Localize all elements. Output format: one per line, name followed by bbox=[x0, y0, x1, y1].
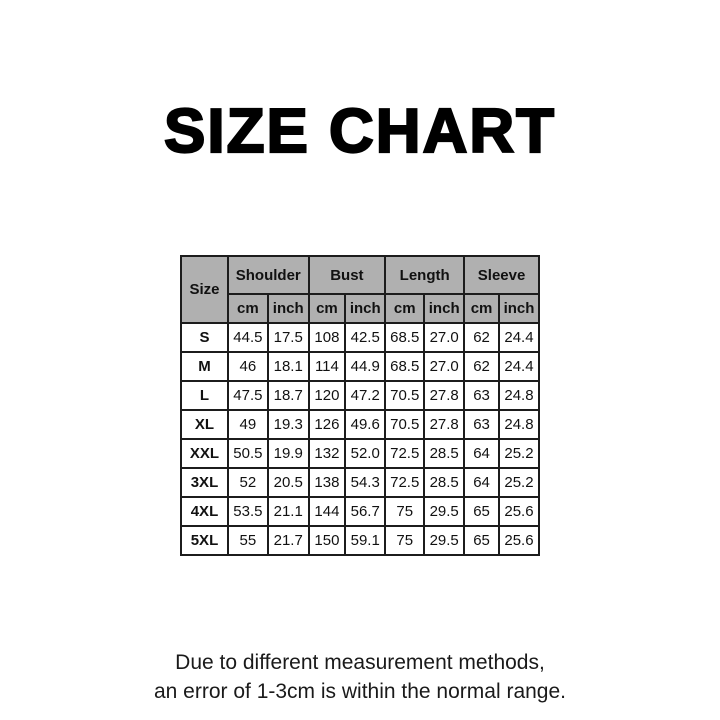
measurement-value: 29.5 bbox=[424, 526, 464, 555]
measurement-value: 65 bbox=[464, 497, 499, 526]
measurement-value: 52 bbox=[228, 468, 268, 497]
measurement-value: 63 bbox=[464, 410, 499, 439]
measurement-value: 29.5 bbox=[424, 497, 464, 526]
measurement-value: 19.9 bbox=[268, 439, 309, 468]
unit-header-cm-0: cm bbox=[228, 294, 268, 323]
unit-header-inch-1: inch bbox=[268, 294, 309, 323]
table-header bbox=[181, 256, 539, 323]
column-header-shoulder: Shoulder bbox=[228, 256, 309, 294]
size-label: XL bbox=[181, 410, 228, 439]
measurement-value: 28.5 bbox=[424, 468, 464, 497]
measurement-value: 65 bbox=[464, 526, 499, 555]
unit-header-inch-3: inch bbox=[345, 294, 385, 323]
unit-header-inch-7: inch bbox=[499, 294, 539, 323]
measurement-value: 144 bbox=[309, 497, 346, 526]
measurement-value: 68.5 bbox=[385, 352, 424, 381]
measurement-value: 18.1 bbox=[268, 352, 309, 381]
measurement-value: 150 bbox=[309, 526, 346, 555]
measurement-value: 24.8 bbox=[499, 410, 539, 439]
table-body bbox=[181, 323, 539, 555]
measurement-value: 24.8 bbox=[499, 381, 539, 410]
measurement-value: 28.5 bbox=[424, 439, 464, 468]
measurement-value: 27.8 bbox=[424, 381, 464, 410]
size-label: 4XL bbox=[181, 497, 228, 526]
column-header-size: Size bbox=[181, 256, 228, 323]
table-row bbox=[181, 410, 539, 439]
measurement-value: 70.5 bbox=[385, 381, 424, 410]
measurement-value: 75 bbox=[385, 497, 424, 526]
measurement-value: 50.5 bbox=[228, 439, 268, 468]
measurement-value: 56.7 bbox=[345, 497, 385, 526]
measurement-value: 25.2 bbox=[499, 468, 539, 497]
measurement-value: 46 bbox=[228, 352, 268, 381]
table-row bbox=[181, 439, 539, 468]
measurement-value: 138 bbox=[309, 468, 346, 497]
size-label: L bbox=[181, 381, 228, 410]
measurement-value: 63 bbox=[464, 381, 499, 410]
measurement-value: 64 bbox=[464, 468, 499, 497]
measurement-value: 59.1 bbox=[345, 526, 385, 555]
measurement-value: 114 bbox=[309, 352, 346, 381]
measurement-value: 47.2 bbox=[345, 381, 385, 410]
size-label: M bbox=[181, 352, 228, 381]
measurement-value: 27.0 bbox=[424, 323, 464, 352]
measurement-value: 52.0 bbox=[345, 439, 385, 468]
measurement-value: 44.5 bbox=[228, 323, 268, 352]
measurement-value: 62 bbox=[464, 323, 499, 352]
measurement-value: 25.2 bbox=[499, 439, 539, 468]
measurement-value: 70.5 bbox=[385, 410, 424, 439]
page-title: SIZE CHART bbox=[164, 97, 556, 166]
measurement-value: 17.5 bbox=[268, 323, 309, 352]
measurement-value: 24.4 bbox=[499, 352, 539, 381]
measurement-value: 19.3 bbox=[268, 410, 309, 439]
table-header-group-row bbox=[181, 256, 539, 294]
size-chart-table bbox=[180, 255, 540, 556]
table-row bbox=[181, 468, 539, 497]
table-row bbox=[181, 381, 539, 410]
measurement-value: 64 bbox=[464, 439, 499, 468]
measurement-value: 120 bbox=[309, 381, 346, 410]
unit-header-cm-4: cm bbox=[385, 294, 424, 323]
size-label: XXL bbox=[181, 439, 228, 468]
unit-header-cm-2: cm bbox=[309, 294, 346, 323]
measurement-value: 53.5 bbox=[228, 497, 268, 526]
measurement-value: 55 bbox=[228, 526, 268, 555]
table-row bbox=[181, 352, 539, 381]
measurement-value: 44.9 bbox=[345, 352, 385, 381]
measurement-value: 47.5 bbox=[228, 381, 268, 410]
measurement-value: 27.8 bbox=[424, 410, 464, 439]
size-label: 5XL bbox=[181, 526, 228, 555]
measurement-value: 20.5 bbox=[268, 468, 309, 497]
measurement-value: 49 bbox=[228, 410, 268, 439]
size-label: 3XL bbox=[181, 468, 228, 497]
measurement-value: 21.7 bbox=[268, 526, 309, 555]
measurement-value: 25.6 bbox=[499, 526, 539, 555]
table-row bbox=[181, 526, 539, 555]
measurement-value: 68.5 bbox=[385, 323, 424, 352]
measurement-value: 72.5 bbox=[385, 468, 424, 497]
measurement-value: 75 bbox=[385, 526, 424, 555]
size-label: S bbox=[181, 323, 228, 352]
measurement-value: 108 bbox=[309, 323, 346, 352]
measurement-value: 49.6 bbox=[345, 410, 385, 439]
table-row bbox=[181, 497, 539, 526]
unit-header-inch-5: inch bbox=[424, 294, 464, 323]
measurement-value: 24.4 bbox=[499, 323, 539, 352]
measurement-value: 18.7 bbox=[268, 381, 309, 410]
disclaimer-line-1: Due to different measurement methods, bbox=[175, 651, 545, 674]
measurement-value: 21.1 bbox=[268, 497, 309, 526]
measurement-value: 132 bbox=[309, 439, 346, 468]
measurement-value: 27.0 bbox=[424, 352, 464, 381]
measurement-value: 62 bbox=[464, 352, 499, 381]
table-header-unit-row bbox=[181, 294, 539, 323]
table-row bbox=[181, 323, 539, 352]
measurement-value: 72.5 bbox=[385, 439, 424, 468]
measurement-value: 126 bbox=[309, 410, 346, 439]
measurement-value: 25.6 bbox=[499, 497, 539, 526]
unit-header-cm-6: cm bbox=[464, 294, 499, 323]
column-header-length: Length bbox=[385, 256, 464, 294]
disclaimer-line-2: an error of 1-3cm is within the normal range. bbox=[153, 680, 566, 703]
disclaimer-text bbox=[0, 648, 720, 706]
measurement-value: 42.5 bbox=[345, 323, 385, 352]
column-header-sleeve: Sleeve bbox=[464, 256, 539, 294]
column-header-bust: Bust bbox=[309, 256, 386, 294]
measurement-value: 54.3 bbox=[345, 468, 385, 497]
